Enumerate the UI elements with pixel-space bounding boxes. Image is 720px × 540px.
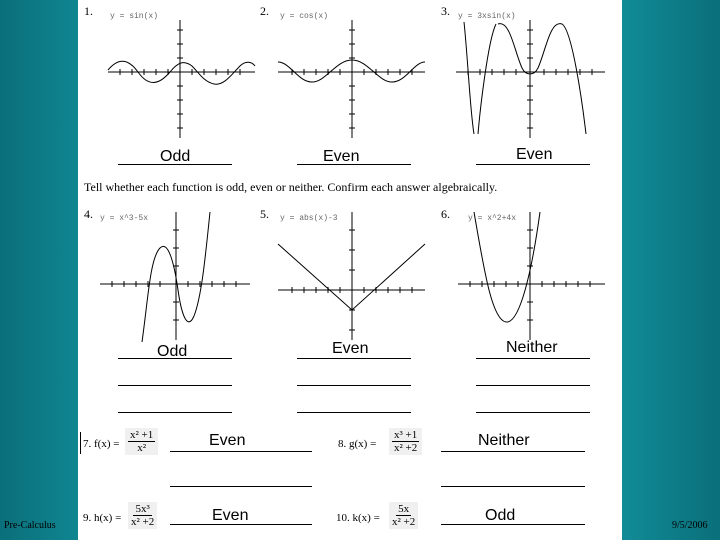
graph-3-curve [464,22,586,134]
graph-5-answer: Even [332,340,369,357]
graph-1-curve [108,61,255,84]
graph-3-plot [456,20,605,138]
graph-6-plot [458,212,605,340]
work-line [476,412,590,413]
answer-line [118,164,232,165]
graph-2-plot [278,20,425,138]
work-line [118,385,232,386]
footer-date: 9/5/2006 [672,520,708,531]
graph-6-number: 6. [441,207,450,221]
problem-9-label: 9. h(x) = [83,512,122,524]
problem-7-numerator: x² +1 [130,429,154,441]
work-line [476,385,590,386]
problem-8-answer: Neither [478,432,530,449]
problem-8-fraction [389,428,422,455]
graph-1-equation: y = sin(x) [110,12,159,21]
work-line [118,412,232,413]
problem-10-numerator: 5x [398,503,410,515]
text-cursor [80,432,81,454]
problem-8-label: 8. g(x) = [338,438,377,450]
graph-4-number: 4. [84,207,93,221]
problem-10-fraction [389,502,418,529]
graph-6-answer: Neither [506,339,558,356]
problem-9-answer: Even [212,507,249,524]
answer-line [118,358,232,359]
problem-8-numerator: x³ +1 [394,429,418,441]
problem-7-label: 7. f(x) = [83,438,120,450]
problem-10-denominator: x² +2 [392,516,416,528]
instruction-text: Tell whether each function is odd, even or neither. Confirm each answer algebraically. [84,180,498,194]
problem-7-denominator: x² [137,442,147,454]
answer-line [441,524,585,525]
problem-8-denominator: x² +2 [394,442,418,454]
problem-9-fraction [128,502,157,529]
problem-9-denominator: x² +2 [131,516,155,528]
problem-7-fraction [125,428,158,455]
graph-6-equation: y = x^2+4x [468,214,517,223]
answer-line [476,164,590,165]
graph-5-plot [278,212,425,340]
answer-line [170,524,312,525]
graph-4-plot [100,212,250,342]
problem-7-answer: Even [209,432,246,449]
answer-line [297,164,411,165]
work-line [441,486,585,487]
answer-line [476,358,590,359]
graph-1-plot [108,20,255,138]
graph-1-number: 1. [84,4,93,18]
graph-1-answer: Odd [160,148,191,165]
graph-2-number: 2. [260,4,269,18]
answer-line [441,451,585,452]
problem-9-numerator: 5x³ [135,503,150,515]
graph-3-number: 3. [441,4,450,18]
graph-3-equation: y = 3xsin(x) [458,12,516,21]
graph-4-answer: Odd [157,343,188,360]
graph-3-answer: Even [516,146,553,163]
graph-2-equation: y = cos(x) [280,12,329,21]
answer-line [170,451,312,452]
graph-5-number: 5. [260,207,269,221]
graph-4-ticks [112,230,236,320]
work-line [297,412,411,413]
graph-5-equation: y = abs(x)-3 [280,214,338,223]
graph-2-answer: Even [323,148,360,165]
work-line [170,486,312,487]
work-line [297,385,411,386]
footer-course: Pre-Calculus [4,520,56,531]
problem-10-answer: Odd [485,507,516,524]
problem-10-label: 10. k(x) = [336,512,380,524]
answer-line [297,358,411,359]
graph-4-equation: y = x^3-5x [100,214,149,223]
